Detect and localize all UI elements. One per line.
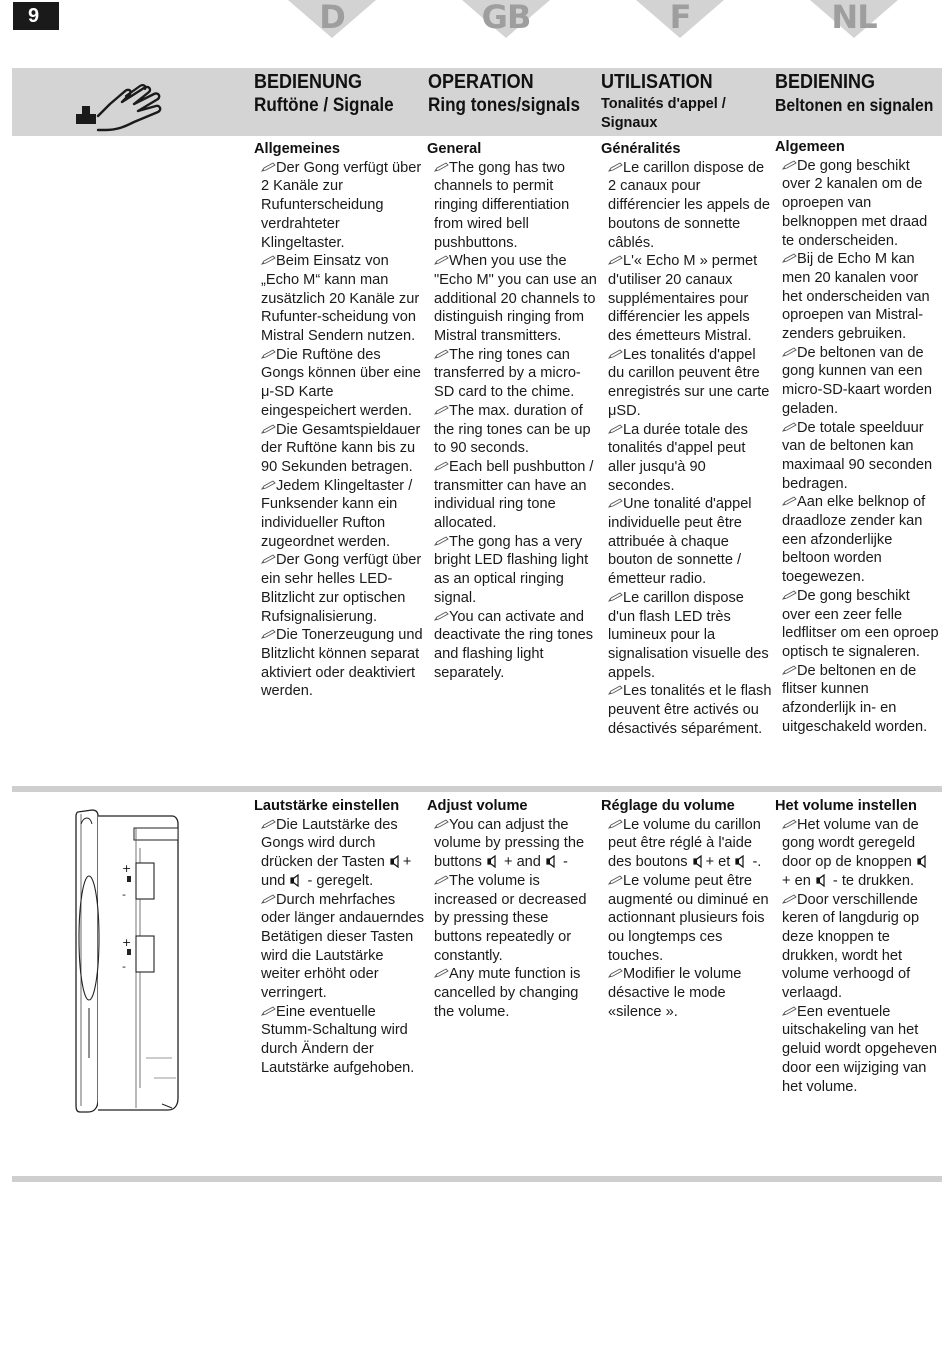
bullet-item: Die Gesamtspieldauer der Ruftöne kann bis zu 90 Sekunden betragen.	[261, 421, 421, 475]
pencil-icon	[434, 461, 449, 471]
lang-tab-f: F	[636, 0, 724, 38]
section-heading: Het volume instellen	[775, 798, 917, 814]
header-nl	[775, 70, 945, 117]
bullet-item: Beim Einsatz von „Echo M“ kann man zusätzlich 20 Kanäle zur Rufunter-scheidung von Mistral Sendern nutzen.	[261, 253, 420, 345]
bullet-item: Jedem Klingeltaster / Funksender kann ein individueller Rufton zugeordnet werden.	[261, 477, 413, 550]
pencil-icon	[608, 349, 623, 359]
gong-device-illustration	[72, 808, 184, 1116]
section1-col-fr	[601, 140, 773, 739]
bullet-item: De beltonen en de flitser kunnen afzonderlijk in- en uitgeschakeld worden.	[782, 662, 928, 735]
section-heading: Adjust volume	[427, 798, 528, 814]
pencil-icon	[782, 894, 797, 904]
pencil-icon	[261, 1006, 276, 1016]
speaker-icon	[487, 855, 499, 868]
pencil-icon	[261, 424, 276, 434]
bullet-item: Les tonalités d'appel du carillon peuvent être enregistrés sur une carte μSD.	[608, 346, 770, 419]
section-heading: Lautstärke einstellen	[254, 798, 400, 814]
speaker-icon	[735, 855, 747, 868]
pencil-icon	[782, 1006, 797, 1016]
heading-title: OPERATION	[428, 71, 534, 93]
svg-text:-: -	[122, 960, 126, 973]
bullet-item: Le carillon dispose d'un flash LED très lumineux pour la signalisation visuelle des appels.	[608, 589, 769, 681]
bullet-item: Le volume peut être augmenté ou diminué en actionnant plusieurs fois ou longtemps ces touches.	[608, 872, 769, 964]
section2-col-de	[254, 797, 426, 1078]
pencil-icon	[434, 819, 449, 829]
pencil-icon	[261, 819, 276, 829]
section1-col-nl	[775, 138, 942, 737]
bullet-item: Bij de Echo M kan men 20 kanalen voor het onderscheiden van oproepen van Mistral-zenders gebruiken.	[782, 251, 930, 343]
speaker-icon	[390, 855, 402, 868]
pencil-icon	[434, 405, 449, 415]
section2-col-fr	[601, 797, 773, 1021]
speaker-icon	[816, 874, 828, 887]
bullet-item: Durch mehrfaches oder länger andauerndes Betätigen dieser Tasten wird die Lautstärke weiter erhöht oder verringert.	[261, 891, 425, 1002]
heading-subtitle: Beltonen en signalen	[775, 95, 934, 115]
page-number: 9	[13, 2, 59, 30]
bullet-item: Der Gong verfügt über 2 Kanäle zur Rufunterscheidung verdrahteter Klingeltaster.	[261, 159, 422, 251]
bullet-item: De gong beschikt over een zeer felle ledflitser om een oproep optisch te signaleren.	[782, 587, 939, 660]
bullet-item: Aan elke belknop of draadloze zender kan een afzonderlijke beltoon worden toegewezen.	[782, 494, 926, 586]
bullet-item: Het volume van de gong wordt geregeld door op de knoppen + en - te drukken.	[775, 816, 942, 891]
speaker-icon	[290, 874, 302, 887]
pencil-icon	[608, 968, 623, 978]
pencil-icon	[782, 422, 797, 432]
speaker-icon	[546, 855, 558, 868]
heading-subtitle: Ruftöne / Signale	[254, 95, 394, 116]
pencil-icon	[782, 590, 797, 600]
heading-title: BEDIENING	[775, 71, 876, 93]
pencil-icon	[782, 253, 797, 263]
pencil-icon	[608, 592, 623, 602]
bullet-item: Die Lautstärke des Gongs wird durch drücken der Tasten + und - geregelt.	[261, 816, 412, 889]
lang-tab-nl: NL	[810, 0, 898, 38]
svg-text:+: +	[122, 936, 132, 949]
section-heading: General	[427, 141, 482, 157]
bullet-item: The max. duration of the ring tones can be up to 90 seconds.	[434, 402, 591, 457]
pencil-icon	[782, 347, 797, 357]
pencil-icon	[608, 424, 623, 434]
speaker-icon	[917, 855, 929, 868]
pencil-icon	[782, 665, 797, 675]
heading-title: UTILISATION	[601, 71, 713, 93]
hand-pressing-button-icon	[74, 80, 166, 136]
section-heading: Réglage du volume	[601, 798, 735, 814]
bullet-item: The volume is increased or decreased by pressing these buttons repeatedly or constantly.	[434, 872, 587, 964]
lang-tab-d: D	[288, 0, 376, 38]
bullet-item: Any mute function is cancelled by changing the volume.	[434, 966, 581, 1020]
bullet-item: La durée totale des tonalités d'appel peut aller jusqu'à 90 secondes.	[608, 421, 748, 494]
pencil-icon	[608, 255, 623, 265]
lang-tab-gb: GB	[462, 0, 550, 38]
speaker-icon	[693, 855, 705, 868]
section-heading: Allgemeines	[254, 141, 340, 157]
pencil-icon	[434, 162, 449, 172]
pencil-icon	[261, 349, 276, 359]
pencil-icon	[434, 968, 449, 978]
bullet-item: Een eventuele uitschakeling van het geluid wordt opgeheven door een wijziging van het volume.	[782, 1003, 937, 1095]
bullet-item: You can activate and deactivate the ring tones and flashing light separately.	[434, 608, 594, 681]
section-heading: Algemeen	[775, 139, 845, 155]
bullet-item: Each bell pushbutton / transmitter can have an individual ring tone allocated.	[434, 458, 594, 532]
section1-col-de	[254, 140, 426, 701]
pencil-icon	[608, 685, 623, 695]
section2-col-nl	[775, 797, 942, 1096]
heading-subtitle: Tonalités d'appel / Signaux	[601, 96, 726, 131]
pencil-icon	[782, 819, 797, 829]
pencil-icon	[261, 629, 276, 639]
pencil-icon	[434, 349, 449, 359]
svg-text:-: -	[122, 888, 126, 901]
bullet-item: Une tonalité d'appel individuelle peut être attribuée à chaque bouton de sonnette / émetteur radio.	[608, 496, 752, 588]
pencil-icon	[261, 255, 276, 265]
bullet-item: When you use the "Echo M" you can use an additional 20 channels to distinguish ringing from Mistral transmitters.	[434, 253, 597, 345]
bullet-item: Eine eventuelle Stumm-Schaltung wird durch Ändern der Lautstärke aufgehoben.	[261, 1003, 415, 1076]
bullet-item: The gong has a very bright LED flashing light as an optical ringing signal.	[434, 533, 589, 606]
pencil-icon	[261, 554, 276, 564]
pencil-icon	[608, 498, 623, 508]
bullet-item: Modifier le volume désactive le mode «silence ».	[608, 966, 742, 1020]
bullet-item: Der Gong verfügt über ein sehr helles LED-Blitzlicht zur optischen Rufsignalisierung.	[261, 552, 422, 625]
bullet-item: Le carillon dispose de 2 canaux pour différencier les appels de boutons de sonnette câblés.	[608, 159, 770, 251]
pencil-icon	[261, 894, 276, 904]
bullet-item: Die Ruftöne des Gongs können über eine μ-SD Karte eingespeichert werden.	[261, 346, 421, 419]
section-divider	[12, 786, 942, 792]
pencil-icon	[434, 255, 449, 265]
bullet-item: The ring tones can transferred by a micro-SD card to the chime.	[434, 346, 581, 401]
svg-text:+: +	[122, 862, 132, 875]
pencil-icon	[782, 160, 797, 170]
bullet-item: Die Tonerzeugung und Blitzlicht können separat aktiviert oder deaktiviert werden.	[261, 627, 423, 700]
bullet-item: Les tonalités et le flash peuvent être activés ou désactivés séparément.	[608, 683, 772, 737]
bullet-item: Door verschillende keren of langdurig op deze knoppen te drukken, wordt het volume verhoogd of verlaagd.	[782, 891, 920, 1002]
pencil-icon	[434, 611, 449, 621]
header-gb	[428, 70, 598, 117]
pencil-icon	[261, 162, 276, 172]
pencil-icon	[782, 496, 797, 506]
bullet-item: De totale speelduur van de beltonen kan maximaal 90 seconden bedragen.	[782, 419, 933, 492]
bottom-divider	[12, 1176, 942, 1182]
bullet-item: The gong has two channels to permit ringing differentiation from wired bell pushbuttons.	[434, 159, 570, 251]
section2-col-gb	[427, 797, 599, 1021]
pencil-icon	[434, 875, 449, 885]
pencil-icon	[261, 480, 276, 490]
header-fr	[601, 70, 771, 133]
bullet-item: You can adjust the volume by pressing the buttons + and -	[434, 816, 585, 871]
pencil-icon	[608, 819, 623, 829]
bullet-item: De beltonen van de gong kunnen van een micro-SD-kaart worden geladen.	[782, 344, 933, 417]
pencil-icon	[434, 536, 449, 546]
pencil-icon	[608, 875, 623, 885]
pencil-icon	[608, 162, 623, 172]
section1-col-gb	[427, 140, 599, 682]
heading-subtitle: Ring tones/signals	[428, 95, 581, 116]
bullet-item: L'« Echo M » permet d'utiliser 20 canaux supplémentaires pour différencier les appels des émetteurs Mistral.	[608, 253, 758, 345]
header-de	[254, 70, 424, 117]
bullet-item: Le volume du carillon peut être réglé à l'aide des boutons + et -.	[608, 816, 762, 871]
section-heading: Généralités	[601, 141, 681, 157]
heading-title: BEDIENUNG	[254, 71, 363, 93]
bullet-item: De gong beschikt over 2 kanalen om de oproepen van belknoppen met draad te onderscheiden.	[782, 157, 928, 249]
